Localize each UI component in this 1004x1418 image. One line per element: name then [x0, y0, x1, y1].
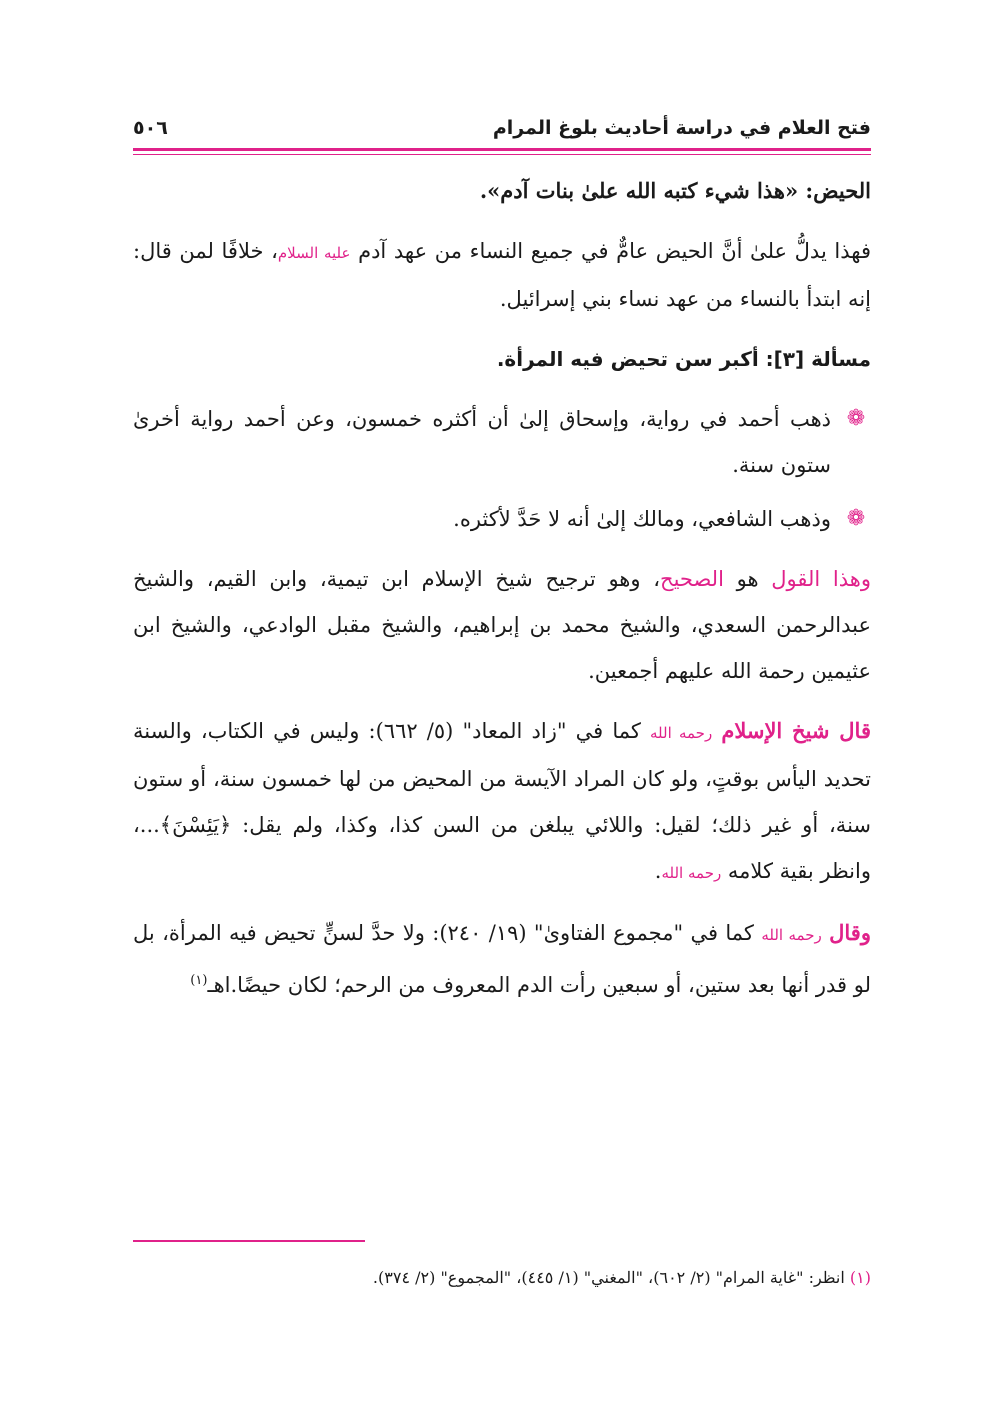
bullet-item — [133, 396, 871, 488]
honorific-rahimahullah: رحمه الله — [761, 926, 822, 944]
paragraph-fatawa-quote — [133, 910, 871, 1008]
footnote — [133, 1264, 871, 1292]
quote-text: كما في "مجموع الفتاوىٰ" (١٩/ ٢٤٠): ولا حدَّ لسنٍّ تحيض فيه المرأة، بل لو قدر أنها بعد ستين، أو سبعين رأت الدم المعروف من الرحم؛ لكان حيضًا.اهـ — [133, 921, 871, 997]
text-connector: هو — [723, 567, 772, 591]
flower-ornament-icon: ❁ — [846, 406, 866, 431]
header-rule-thick — [133, 148, 871, 151]
body-text — [133, 168, 871, 1022]
highlight-this-view: وهذا القول — [771, 567, 871, 591]
footnote-number: (١) — [849, 1268, 871, 1287]
footnote-text: انظر: "غاية المرام" (٢/ ٦٠٢)، "المغني" (١/ ٤٤٥)، "المجموع" (٢/ ٣٧٤). — [372, 1268, 850, 1287]
hadith-text: الحيض: «هذا شيء كتبه الله علىٰ بنات آدم». — [479, 178, 871, 203]
explanation-text-b: ، خلافًا لمن قال: إنه ابتدأ بالنساء من عهد نساء بني إسرائيل. — [133, 239, 871, 311]
page — [133, 0, 871, 1418]
footnote-rule — [133, 1240, 365, 1242]
quote-end: . — [654, 859, 662, 883]
paragraph-hadith — [133, 168, 871, 214]
book-title: فتح العلام في دراسة أحاديث بلوغ المرام — [492, 117, 871, 139]
honorific-rahimahullah: رحمه الله — [661, 864, 722, 882]
honorific-rahimahullah: رحمه الله — [649, 724, 713, 742]
flower-ornament-icon: ❁ — [846, 506, 866, 531]
paragraph-ibn-taymiyyah-quote — [133, 708, 871, 896]
bullet-text: ذهب أحمد في رواية، وإسحاق إلىٰ أن أكثره خمسون، وعن أحمد رواية أخرىٰ ستون سنة. — [133, 407, 831, 477]
quote-lead: قال شيخ الإسلام — [721, 718, 871, 743]
page-number: ٥٠٦ — [133, 117, 168, 139]
running-header — [133, 108, 871, 148]
footnote-ref[interactable]: (١) — [190, 973, 208, 988]
highlight-correct: الصحيح — [660, 567, 724, 591]
header-rule-thin — [133, 154, 871, 155]
paragraph-explanation — [133, 228, 871, 322]
question-heading: مسألة [٣]: أكبر سن تحيض فيه المرأة. — [496, 347, 871, 371]
bullet-text: وذهب الشافعي، ومالك إلىٰ أنه لا حَدَّ لأكثره. — [453, 507, 831, 531]
honorific-aleyhi-salam: عليه السلام — [277, 244, 351, 262]
explanation-text-a: فهذا يدلُّ علىٰ أنَّ الحيض عامٌّ في جميع النساء من عهد آدم — [358, 239, 871, 263]
bullet-item — [133, 496, 871, 542]
paragraph-preferred-view — [133, 556, 871, 694]
quote-lead: وقال — [829, 920, 871, 945]
quote-text: كما في "زاد المعاد" (٥/ ٦٦٢): وليس في الكتاب، والسنة تحديد اليأس بوقتٍ، ولو كان المراد الآيسة من المحيض من لها خمسون سنة، أو ستون سنة، أو غير ذلك؛ لقيل: واللائي يبلغن من السن كذا، وكذا، ولم يقل: ﴿يَئِسْنَ﴾...، وانظر بقية كلامه — [133, 719, 871, 883]
preferred-view-text: ، وهو ترجيح شيخ الإسلام ابن تيمية، وابن القيم، والشيخ عبدالرحمن السعدي، والشيخ محمد بن إبراهيم، والشيخ مقبل الوادعي، والشيخ ابن عثيمين رحمة الله عليهم أجمعين. — [133, 567, 871, 683]
